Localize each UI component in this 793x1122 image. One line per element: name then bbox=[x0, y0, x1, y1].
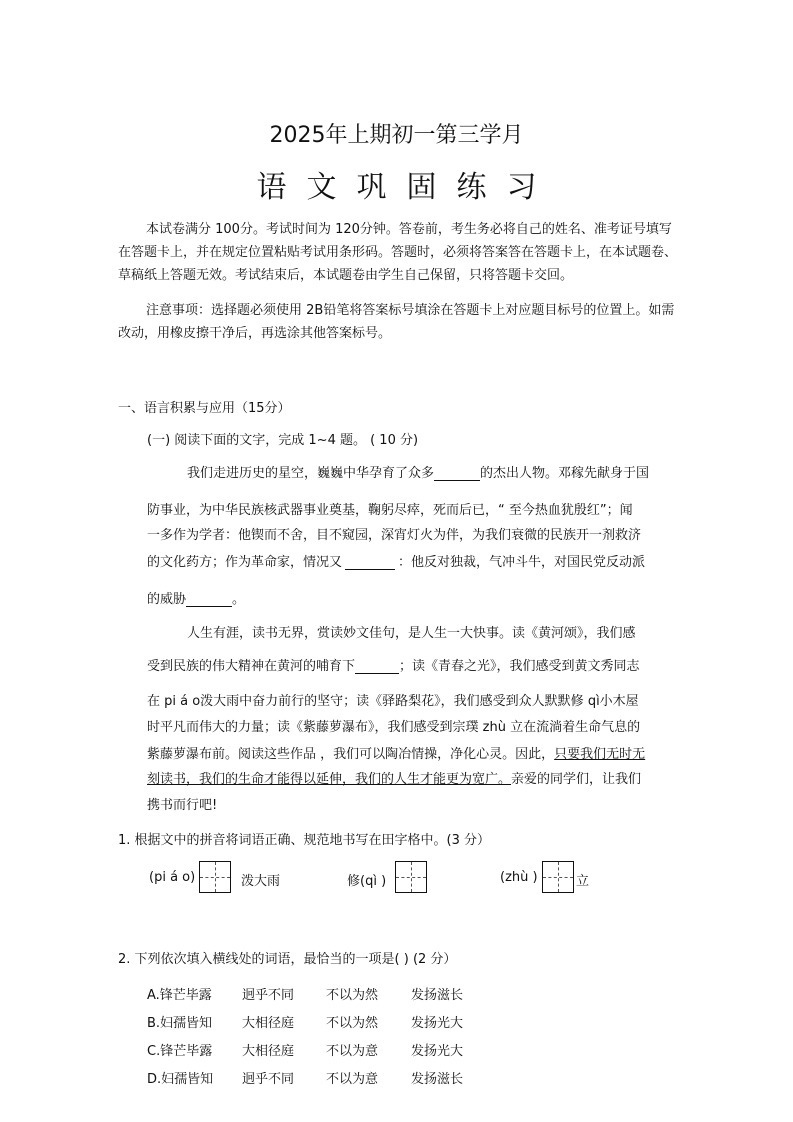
q1-word-a: 泼大雨 bbox=[241, 874, 281, 889]
option-b[interactable] bbox=[147, 1012, 463, 1031]
question-1: 1. 根据文中的拼音将词语正确、规范地书写在田字格中。(3 分） bbox=[118, 833, 491, 848]
option-word: B.妇孺皆知 bbox=[147, 1016, 213, 1031]
passage-text: ；读《青春之光》，我们感受到黄文秀同志 bbox=[399, 659, 640, 674]
option-word: 不以为然 bbox=[326, 1016, 379, 1031]
underlined-sentence: 刻读书，我们的生命才能得以延伸，我们的人生才能更为宽广。 bbox=[147, 772, 512, 787]
option-word: 迥乎不同 bbox=[242, 988, 295, 1003]
option-word: 大相径庭 bbox=[242, 1016, 295, 1031]
option-word: A.锋芒毕露 bbox=[147, 988, 212, 1003]
q1-pinyin-a: (pi á o) bbox=[149, 870, 196, 885]
passage-text: 的文化药方；作为革命家，情况又 bbox=[147, 555, 343, 570]
fill-blank-3 bbox=[186, 592, 232, 607]
passage-line: 人生有涯，读书无界，赏读妙文佳句，是人生一大快事。读《黄河颂》，我们感 bbox=[187, 626, 636, 641]
passage-text: 受到民族的伟大精神在黄河的哺育下 bbox=[147, 659, 356, 674]
passage-line bbox=[147, 551, 645, 570]
option-d[interactable] bbox=[147, 1068, 463, 1087]
passage-line: 携书而行吧! bbox=[147, 798, 218, 813]
option-word: 发扬滋长 bbox=[411, 988, 464, 1003]
option-word: 发扬光大 bbox=[411, 1044, 464, 1059]
option-word: 迥乎不同 bbox=[242, 1072, 295, 1087]
q1-pinyin-b: 修(qì ) bbox=[347, 874, 387, 889]
question-2: 2. 下列依次填入横线处的词语，最恰当的一项是( ) (2 分） bbox=[118, 952, 457, 967]
option-word: 不以为意 bbox=[326, 1072, 379, 1087]
passage-line: 一多作为学者：他锲而不舍，目不窥园，深宵灯火为伴，为我们衰微的民族开一剂救济 bbox=[147, 528, 642, 543]
passage-line bbox=[187, 462, 649, 481]
option-word: 发扬光大 bbox=[411, 1016, 464, 1031]
option-word: 不以为意 bbox=[326, 1044, 379, 1059]
passage-line bbox=[147, 588, 245, 607]
notice-paragraph: 注意事项：选择题必须使用 2B铅笔将答案标号填涂在答题卡上对应题目标号的位置上。如需改动，用橡皮擦干净后，再选涂其他答案标号。 bbox=[118, 303, 675, 341]
fill-blank-2 bbox=[345, 555, 395, 570]
tianzige-box-a[interactable] bbox=[199, 861, 231, 893]
passage-text: 我们走进历史的星空，巍巍中华孕育了众多 bbox=[187, 466, 435, 481]
q1-pinyin-c: (zhù ) bbox=[500, 870, 538, 885]
fill-blank-4 bbox=[355, 659, 399, 674]
passage-line bbox=[147, 655, 640, 674]
exam-subtitle: 语文巩固练习 bbox=[256, 170, 557, 205]
option-word: 不以为然 bbox=[326, 988, 379, 1003]
passage-text: 紫藤萝瀑布前。阅读这些作品 ，我们可以陶冶情操，净化心灵。因此， bbox=[147, 747, 555, 762]
tianzige-box-b[interactable] bbox=[395, 861, 427, 893]
option-a[interactable] bbox=[147, 984, 463, 1003]
passage-line: 在 pi á o泼大雨中奋力前行的坚守；读《驿路梨花》，我们感受到众人默默修 qì小木屋 bbox=[147, 694, 639, 709]
section-heading: 一、语言积累与应用（15分） bbox=[118, 401, 291, 416]
underlined-sentence: 只要我们无时无 bbox=[554, 747, 646, 762]
intro-paragraph: 本试卷满分 100分。考试时间为 120分钟。答卷前，考生务必将自己的姓名、准考证号填写在答题卡上，并在规定位置粘贴考试用条形码。答题时，必须将答案答在答题卡上，在本试题卷、草稿纸上答题无效。考试结束后，本试题卷由学生自己保留，只将答题卡交回。 bbox=[118, 222, 678, 283]
passage-text: 的威胁 bbox=[147, 592, 187, 607]
passage-line: 防事业，为中华民族核武器事业奠基，鞠躬尽瘁，死而后已，“ 至今热血犹殷红”；闻 bbox=[147, 503, 633, 518]
exam-title: 2025年上期初一第三学月 bbox=[269, 123, 524, 148]
passage-text: 亲爱的同学们，让我们 bbox=[511, 772, 642, 787]
subsection-heading: (一) 阅读下面的文字，完成 1~4 题。 ( 10 分) bbox=[147, 433, 419, 448]
tianzige-box-c[interactable] bbox=[542, 861, 574, 893]
passage-line: 时平凡而伟大的力量；读《紫藤萝瀑布》，我们感受到宗璞 zhù 立在流淌着生命气息的 bbox=[147, 720, 641, 735]
passage-line bbox=[147, 768, 641, 787]
option-word: 大相径庭 bbox=[242, 1044, 295, 1059]
passage-line bbox=[147, 743, 645, 762]
option-word: C.锋芒毕露 bbox=[147, 1044, 213, 1059]
option-word: 发扬滋长 bbox=[411, 1072, 464, 1087]
option-word: D.妇孺皆知 bbox=[147, 1072, 214, 1087]
fill-blank-1 bbox=[434, 466, 480, 481]
option-c[interactable] bbox=[147, 1040, 463, 1059]
q1-word-c: 立 bbox=[576, 874, 590, 889]
passage-text: 的杰出人物。邓稼先献身于国 bbox=[480, 466, 650, 481]
passage-text: 。 bbox=[232, 592, 246, 607]
passage-text: ：他反对独裁，气冲斗牛，对国民党反动派 bbox=[398, 555, 646, 570]
